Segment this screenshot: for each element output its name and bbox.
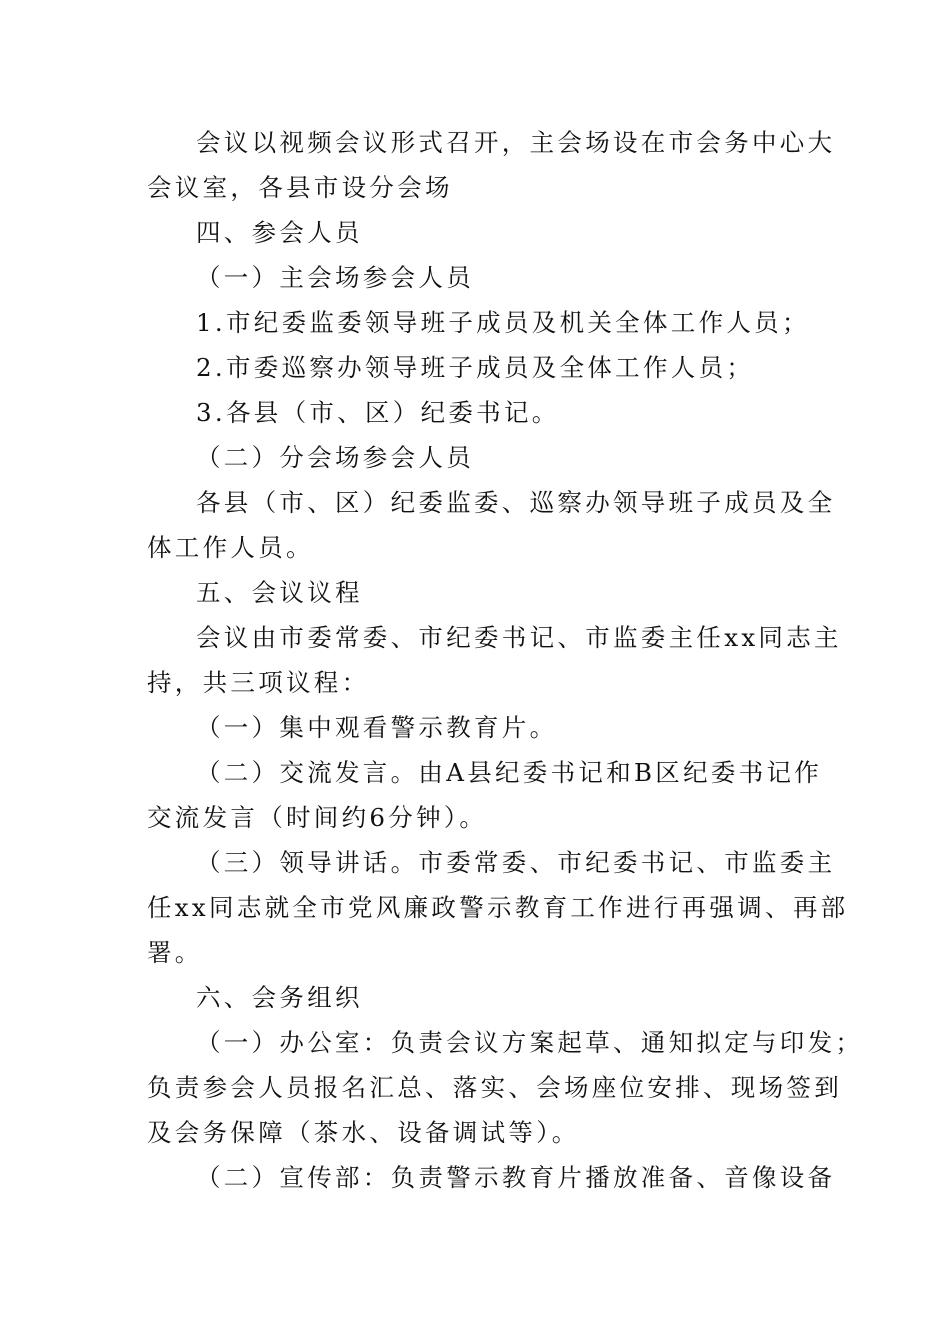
paragraph	[147, 120, 836, 210]
document-body	[147, 120, 864, 1200]
text-line: 3.各县（市、区）纪委书记。	[196, 398, 560, 427]
text-line: （三）领导讲话。市委常委、市纪委书记、市监委主	[196, 848, 836, 877]
text-line: （一）主会场参会人员	[196, 263, 474, 292]
text-line: （二）交流发言。由A县纪委书记和B区纪委书记作	[196, 758, 823, 787]
text-line: 持，共三项议程：	[147, 668, 370, 697]
paragraph	[147, 1155, 836, 1200]
text-line: 会议以视频会议形式召开，主会场设在市会务中心大	[196, 128, 836, 157]
text-line: （二）分会场参会人员	[196, 443, 474, 472]
text-line: 负责参会人员报名汇总、落实、会场座位安排、现场签到	[147, 1073, 842, 1102]
list-item	[147, 300, 810, 345]
text-line: 1.市纪委监委领导班子成员及机关全体工作人员；	[196, 308, 810, 337]
list-item	[147, 390, 807, 435]
paragraph	[147, 1020, 864, 1155]
text-line: 体工作人员。	[147, 533, 314, 562]
text-line: 署。	[147, 938, 203, 967]
text-line: 各县（市、区）纪委监委、巡察办领导班子成员及全	[196, 488, 836, 517]
paragraph	[147, 480, 836, 570]
section-heading	[147, 570, 807, 615]
text-line: 及会务保障（茶水、设备调试等）。	[147, 1118, 580, 1147]
section-heading	[147, 975, 807, 1020]
list-item	[147, 345, 807, 390]
text-line: 会议室，各县市设分会场	[147, 173, 453, 202]
agenda-item	[147, 750, 823, 840]
text-line: （一）集中观看警示教育片。	[196, 713, 558, 742]
text-line: 四、参会人员	[196, 218, 363, 247]
agenda-item	[147, 840, 849, 975]
subsection-heading	[147, 255, 807, 300]
text-line: 六、会务组织	[196, 983, 363, 1012]
section-heading	[147, 210, 807, 255]
paragraph	[147, 615, 842, 705]
text-line: 交流发言（时间约6分钟）。	[147, 803, 488, 832]
text-line: 任xx同志就全市党风廉政警示教育工作进行再强调、再部	[147, 893, 849, 922]
text-line: （二）宣传部：负责警示教育片播放准备、音像设备	[196, 1163, 836, 1192]
text-line: 会议由市委常委、市纪委书记、市监委主任xx同志主	[196, 623, 842, 652]
text-line: （一）办公室：负责会议方案起草、通知拟定与印发；	[196, 1028, 864, 1057]
text-line: 2.市委巡察办领导班子成员及全体工作人员；	[196, 353, 755, 382]
text-line: 五、会议议程	[196, 578, 363, 607]
subsection-heading	[147, 435, 807, 480]
agenda-item	[147, 705, 807, 750]
